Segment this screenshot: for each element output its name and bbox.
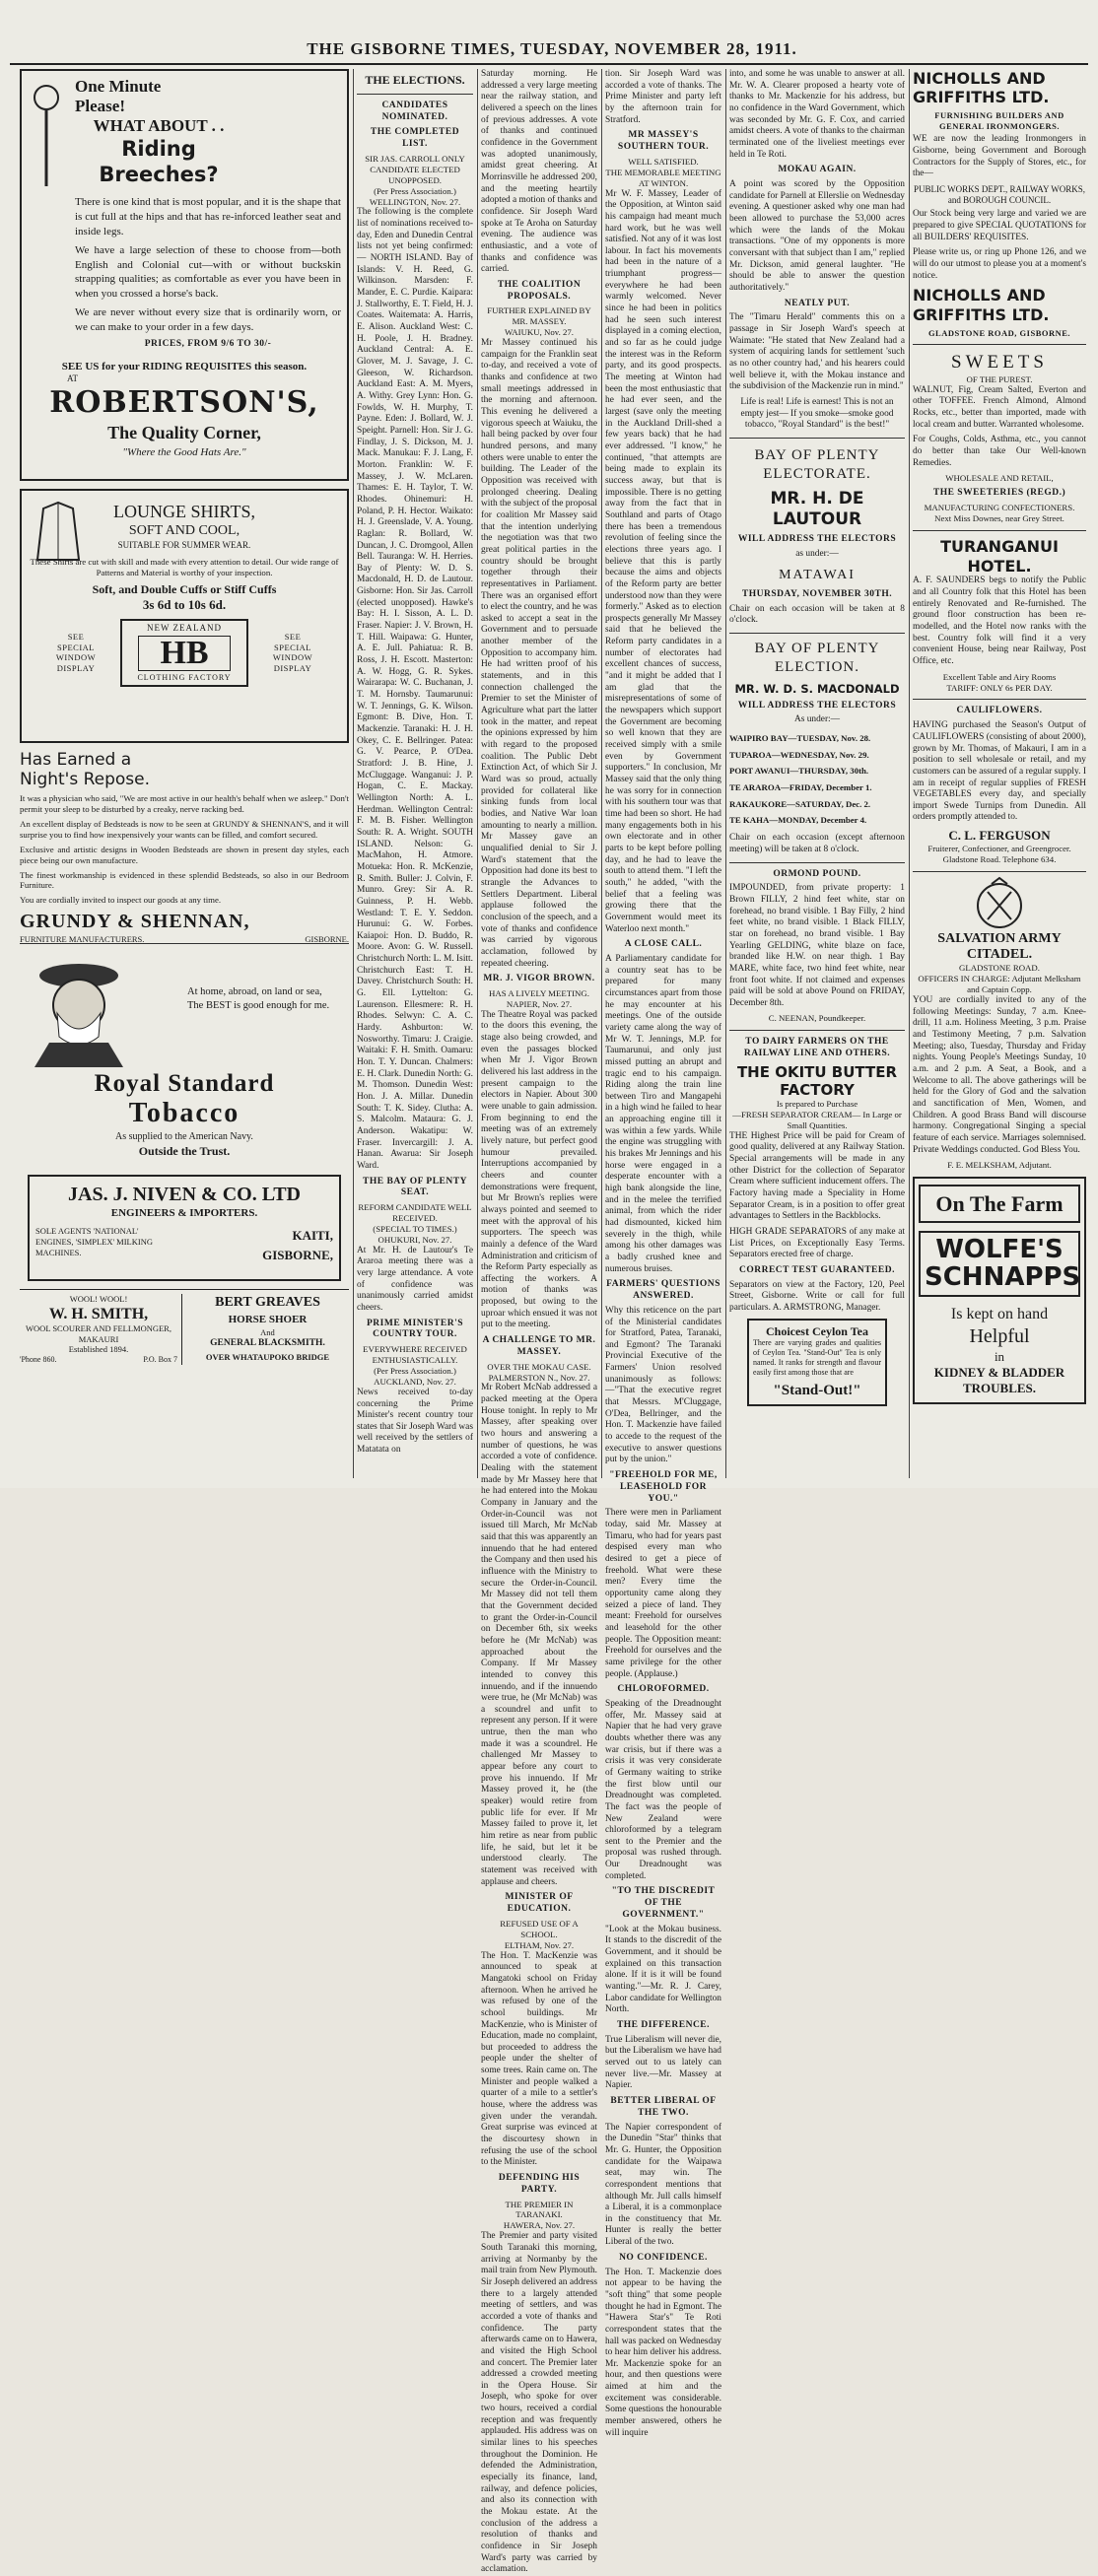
noconf-heading: NO CONFIDENCE. [619,2252,708,2263]
as-under-2: As under:— [793,714,841,725]
press-association: (Per Press Association.) [374,185,456,196]
neatly-heading: NEATLY PUT. [784,298,851,308]
col3-p3: The Theatre Royal was packed to the doors this evening, the stage also being crowded, and even the passages blocked when Mr J. Vigor Brown delivered his last address in the present campaign to the electors in Napier. About 300 were unable to gain admission. From beginning to end the meeting was of an extremely lively nature, but perfect good humour prevailed. Interruptions accompanied by cheers and counter demonstrations were frequent, but Mr Brown's replies were always pointed and seemed to meet with the approval of his supporters. The speech was mainly a defence of the Ward Administration and criticism of the Reform Party especially as affecting the workers. A motion of thanks was proposed, but owing to the uproar which ensued it was not put to the meeting. [481,1009,597,1330]
greaves-horse: HORSE SHOER [228,1314,308,1326]
niven-ad [28,1175,341,1281]
okitu-cream: —FRESH SEPARATOR CREAM— In Large or Small Quantities. [732,1109,902,1130]
next-to: Next Miss Downes, near Grey Street. [934,512,1064,523]
see-window-right: SEE SPECIAL WINDOW DISPLAY [272,632,313,673]
will-address-2: WILL ADDRESS THE ELECTORS [737,700,897,711]
manuf: MANUFACTURING CONFECTIONERS. [924,502,1075,512]
lounge-wear: SUITABLE FOR SUMMER WEAR. [117,539,251,550]
column-2 [357,69,473,1478]
smith-box: P.O. Box 7 [143,1354,177,1364]
ohukuri-dateline: OHUKURI, Nov. 27. [377,1234,452,1245]
col5-p1: into, and some he was unable to answer at all. Mr. W. A. Clearer proposed a hearty vote of thanks to Mr. Mackenzie for his address, but no confidence in the Ward Government, which was seconded by Mr. G. F. Cox, and carried amidst cheers. A vote of thanks to the chairman terminated one of the liveliest meetings ever held in Te Roti. [729,69,905,160]
lounge-title: LOUNGE SHIRTS, [113,502,255,521]
dairy-heading: TO DAIRY FARMERS ON THE RAILWAY LINE AND OTHERS. [743,1037,891,1059]
masthead: THE GISBORNE TIMES, TUESDAY, NOVEMBER 28, 1911. [307,39,797,58]
on-the-farm-ad [913,1177,1086,1404]
palmerston-dateline: PALMERSTON N., Nov. 27. [488,1372,590,1383]
bop-seat-text: At Mr. H. de Lautour's Te Araroa meeting there was a very large attendance. A vote of confidence was unanimously carried amidst cheers. [357,1245,473,1314]
col3-p5: The Hon. T. MacKenzie was announced to speak at Mangatoki school on Friday afternoon. When he arrived he was refused by one of the school buildings. Mr MacKenzie, who is Minister of Education, made no complaint, but proceeded to address the people under the shelter of some trees. Rain came on. The Minister and people walked a quarter of a mile to a settler's house, where the address was given under the verandah. Great surprise was evinced at the discourtesy shown in refusing the use of the school to the Minister. [481,1950,597,2168]
pm-tour-text: News received to-day concerning the Prime Minister's recent country tour states that Sir Joseph Ward was well received by the settlers of Matatata on [357,1387,473,1456]
schedule-item: RAKAUKORE—SATURDAY, Dec. 2. [729,798,871,809]
lounge-cuffs: Soft, and Double Cuffs or Stiff Cuffs [92,581,277,596]
matawai: MATAWAI [779,567,856,582]
col4-p7: "Look at the Mokau business. It stands to the discredit of the Government, and it should be explained on this transaction alone. If it is it will be found wanting."—Mr. R. J. Carey, Labor candidate for Wellington North. [605,1924,721,2015]
bop-election: BAY OF PLENTY ELECTION. [754,641,880,675]
sweets-heading: SWEETS [951,352,1048,373]
what-about-heading: WHAT ABOUT . . [93,116,225,136]
candidates-heading: CANDIDATES NOMINATED. [381,100,448,122]
turanganui-heading: TURANGANUI HOTEL. [940,536,1059,576]
grundy-furniture: FURNITURE MANUFACTURERS. [20,934,145,945]
grundy-p3: Exclusive and artistic designs in Wooden Bedsteads are shown in present day styles, each piece being our own manufacture. [20,844,349,865]
col4-p8: True Liberalism will never die, but the Liberalism we have had served out to us lately can never live.—Mr. Massey at Napier. [605,2034,721,2091]
at-label: AT [67,373,78,384]
smith-name: W. H. SMITH, [48,1305,149,1322]
salvation-crest-icon [913,878,1086,931]
col6-p8: YOU are cordially invited to any of the following Meetings: Sunday, 7 a.m. Knee-drill, 11 a.m. Holiness Meeting, 3 p.m. Praise and Testimony Meeting, 7 p.m. Salvation Meeting; also, Tuesday, Thursday and Friday nights. Young People's Meetings Sunday, 10 a.m. and 2 p.m. A Seat, a Book, and a Welcome to all. The above gatherings will be held for the Glory of God and the salvation and sanctification of Men, Women, and Children. A good Brass Band will discourse harmony. Congregational Singing a special feature of each service. Marriages solemnised. Private Weddings conducted. God Bless You. [913,994,1086,1155]
difference-heading: THE DIFFERENCE. [616,2020,711,2030]
col5-p6: Separators on view at the Factory, 120, Peel Street, Gisborne. Write or call for full particulars. A. ARMSTRONG, Manager. [729,1279,905,1313]
wholesale: WHOLESALE AND RETAIL, [945,473,1054,484]
col6-p5: For Coughs, Colds, Asthma, etc., you cannot do better than take Our Well-known Remedies. [913,435,1086,468]
schedule-item: TUPAROA—WEDNESDAY, Nov. 29. [729,749,869,760]
divider [913,344,1086,345]
col3-p2: Mr Massey continued his campaign for the Franklin seat to-day, and received a vote of thanks and confidence at two small meetings addressed in the morning and afternoon. This evening he delivered a vigorous speech at Waiuku, the hall being packed by over four hundred persons, and many others were unable to enter the building. The Leader of the Opposition was received with prolonged cheering. Dealing with the subject of the proposal for coalition Mr Massey said that the intention underlying the negotiation was that two great political parties in the country should be brought together through their representatives in Parliament. There was an organised effort to elect the country, and he was asked to accept a seat in the Government and to persuade another member of the Opposition to accompany him. He had written proof of his statements, and in this connection challenged the Premier to set the Minister of Agriculture what part the latter took in the matter, and repeat the opinions expressed by him with regard to the proposed coalition. The Public Debt Extinction Act, of which Sir J. Ward was so proud, actually provided for collateral like sinking funds from local bodies, and Native War loan amounting to nearly a million. Mr Massey gave an unqualified denial to Sir J. Ward's statement that the Opposition had done its best to strangle the Advances to Settlers Department. Liberal applause followed the conclusion of the speech, and a vote of thanks and confidence was carried by vigorous acclamation, followed by repeated cheering. [481,338,597,969]
lively-heading: HAS A LIVELY MEETING. [489,987,589,998]
divider [913,699,1086,700]
schedule-list [729,730,905,829]
col6-p4: WALNUT, Fig, Cream Salted, Everton and other TOFFEE. French Almond, Almond Rocks, etc., better than imported, made with local cream and butter. Warranted wholesome. [913,384,1086,430]
american-navy: As supplied to the American Navy. [115,1131,253,1143]
hb-mark: HB [138,636,231,671]
col4-p5: There were men in Parliament today, said Mr. Massey at Timaru, who had for years past despised every man who desired to get a piece of freehold. What were these men? Every time the opportunity came along they seized a piece of land. They meant: Freehold for ourselves and leasehold for the other people. The Opposition meant: Freehold for ourselves and the same privilege for the other people. (Applause.) [605,1508,721,1679]
col4-p9: The Napier correspondent of the Dunedin "Star" thinks that Mr. G. Hunter, the Opposition candidate for the Waipawa seat, may win. The correspondent mentions that although Mr. Jull calls himself a Liberal, it is a commonplace in the constituency that Mr. Hunter is really the better Liberal of the two. [605,2122,721,2248]
kept-on-hand: Is kept on hand [950,1305,1049,1322]
pw-list: PUBLIC WORKS DEPT., RAILWAY WORKS, and BOROUGH COUNCIL. [914,184,1085,206]
hb-factory: CLOTHING FACTORY [137,672,232,682]
divider [357,94,473,95]
chair-1: Chair on each occasion will be taken at 8 o'clock. [729,603,905,626]
greaves-and: And [260,1326,275,1337]
col4-p6: Speaking of the Dreadnought offer, Mr. Massey said at Napier that he had very grave doubts whether there was any war crisis, but if there was a crisis it was very considerate of Germany waiting to strike the first blow until our Dreadnought was completed. The fact was the people of New Zealand were chloroformed by a telegram sent to the Premier and the proposal was rushed through. Our Dreadnought was completed. [605,1698,721,1881]
eltham-dateline: ELTHAM, Nov. 27. [504,1939,575,1950]
niven-gisborne: GISBORNE, [262,1247,333,1262]
purest: OF THE PUREST. [966,373,1033,384]
everywhere-heading: EVERYWHERE RECEIVED ENTHUSIASTICALLY. [363,1344,467,1366]
special-to-times: (SPECIAL TO TIMES.) [373,1223,457,1234]
col3-p1: Saturday morning. He addressed a very large meeting near the railway station, and delivered a speech on the lines of previous addresses. A vote of thanks and continued confidence in the Government was adopted unanimously, amidst great cheering. At Morrinsville he addressed 200, and the meeting heartily adopted a motion of thanks and confidence. Sir Joseph Ward spoke at Te Aroha on Saturday evening. The audience was enthusiastic, and a vote of thanks and confidence was carried. [481,69,597,275]
okitu-prepared: Is prepared to Purchase [776,1098,858,1109]
chloroformed-heading: CHLOROFORMED. [617,1684,710,1695]
schedule-item: TE KAHA—MONDAY, December 4. [729,815,867,826]
in-word: in [994,1348,1005,1364]
col3-p6: The Premier and party visited South Taranaki this morning, arriving at Normanby by the mail train from New Plymouth. Sir Joseph delivered an address there to a largely attended meeting of settlers, and was accorded a vote of thanks and confidence. The party afterwards came on to Hawera, and visited the High School and concert. The Premier later addressed a crowded meeting in the Opera House. Sir Joseph, who spoke for over two hours, received a cordial reception and was frequently applauded. His address was on similar lines to his speeches throughout the Dominion. He defended the Administration, especially its finance, land, railway, and defence policies, and also its connection with the Mokau estate. At the conclusion of the address a resolution of thanks and confidence in Sir Joseph Ward's party was carried by acclamation. [481,2231,597,2575]
schedule-item: TE ARAROA—FRIDAY, December 1. [729,782,872,793]
grundy-p1: It was a physician who said, "We are most active in our health's behalf when we asleep." Don't permit your sleep to be disturbed by a creaky, nerve racking bed. [20,793,349,814]
salvation-officers: OFFICERS IN CHARGE: Adjutant Melksham and Captain Copp. [918,974,1081,995]
thursday-date: THURSDAY, NOVEMBER 30TH. [741,589,893,600]
schedule-item: PORT AWANUI—THURSDAY, 30th. [729,766,869,777]
helpful: Helpful [969,1324,1030,1347]
vigor-heading: MR. J. VIGOR BROWN. [483,974,595,984]
nominations-list: The following is the complete list of nominations received to-day, Eden and Dunedin Central lists not yet being confirmed:— NORTH ISLAND. Bay of Islands: V. H. Reed, G. Wilkinson. Marsden: F. Mander, E. C. Purdie. Kaipara: J. Stallworthy, E. T. Field, H. J. Coates. Waitemata: A. Harris, E. Alison. Auckland West: C. H. Poole, J. H. Bradney. Auckland Central: A. E. Glover, M. J. Savage, J. C. Gleeson, W. Richardson. Auckland East: A. M. Myers, A. Withy. Grey Lynn: Hon. G. Fowlds, W. H. Murphy, T. Payne. Eden: J. Bollard, W. J. Speight. Parnell: Hon. Sir J. G. Findlay, J. S. Dickson, M. J. Mack. Manukau: F. J. Lang, F. Morton. Franklin: W. F. Massey, J. W. McLaren. Thames: E. H. Taylor, T. W. Rhodes. Ohinemuri: H. Poland, P. H. Hector. Waikato: H. J. Greenslade, V. A. Young. Raglan: R. Bollard, W. Duncan, J. C. Dromgool, Allen Bell. Tauranga: W. H. Herries. Bay of Plenty: W. D. S. Macdonald, H. D. de Lautour. Gisborne: Hon. Sir Jas. Carroll (elected unopposed). Hawke's Bay: H. I. Sisson, A. L. D. Fraser. Napier: J. V. Brown, H. T. Hill. Waipawa: G. Hunter, A. E. Jull. Pahiatua: R. B. Ross, J. H. Escott. Masterton: A. W. Hogg, G. R. Sykes. Wairarapa: W. C. Buchanan, J. T. M. Hornsby. Taumarunui: W. T. Jennings, G. K. Wilson. Egmont: B. Dive, Hon. T. Mackenzie. Taranaki: H. J. H. Okey, C. E. Bellringer. Patea: G. V. Pearce, P. O'Dea. Stratford: J. B. Hine, J. McCluggage. Wanganui: J. P. Hogan, C. E. Mackay. Wellington North: A. L. Herdman. Wellington Central: F. M. B. Fisher. Wellington South: R. A. Wright. SOUTH ISLAND. Nelson: G. MacMahon, H. Atmore. Motueka: Hon. R. McKenzie, R. Smith. Buller: J. Colvin, F. Munro. Grey: Sir A. R. Guinness, P. H. Webb. Westland: T. E. Y. Seddon. Hurunui: G. W. Forbes. Kaiapoi: Hon. D. Buddo, R. Moore. Avon: G. W. Russell. Christchurch North: L. M. Isitt. Christchurch East: T. H. Davey. Christchurch South: H. G. Ell. Lyttelton: G. Laurenson. Ellesmere: R. H. Rhodes. Selwyn: C. A. C. Hardy. Ashburton: W. Nosworthy. Timaru: J. Craigie. Waitaki: F. H. Smith. Oamaru: Hon. T. Y. Duncan. Chalmers: E. H. Clark. Dunedin North: G. M. Thomson. Dunedin West: Hon. J. A. Millar. Dunedin South: T. K. Sidey. Clutha: A. S. Malcolm. Mataura: G. J. Anderson. Wakatipu: W. Fraser. Invercargill: J. A. Hanan. Awarua: Sir Joseph Ward. [357,207,473,1171]
column-rule [909,69,910,1478]
excellent-table: Excellent Table and Airy Rooms [942,671,1057,682]
lounge-price: 3s 6d to 10s 6d. [142,596,227,612]
pm-press: (Per Press Association.) [374,1366,456,1377]
divider [729,633,905,634]
col5-p2: A point was scored by the Opposition candidate for Parnell at Ellerslie on Wednesday evening. A questioner asked why one man had been allowed to purchase the 53,000 acres which were the lands of the Mokau transactions. "One of my opponents is more conversant with that subject than I am," replied Mr. Dickson, amid general laughter. "He should be able to answer the question authoritatively." [729,179,905,293]
neenan: C. NEENAN, Poundkeeper. [768,1013,866,1024]
see-window-left: SEE SPECIAL WINDOW DISPLAY [55,632,97,673]
furnish-heading: FURNISHING BUILDERS AND GENERAL IRONMONGERS. [934,110,1064,131]
freehold-heading: "FREEHOLD FOR ME, LEASEHOLD FOR YOU." [609,1470,718,1504]
elections-heading: THE ELECTIONS. [365,73,465,87]
winton-heading: THE MEMORABLE MEETING AT WINTON. [605,167,721,188]
outside-trust: Outside the Trust. [138,1143,231,1158]
wellington-dateline: WELLINGTON, Nov. 27. [369,196,461,207]
melksham: F. E. MELKSHAM, Adjutant. [947,1160,1052,1171]
col6-p6: A. F. SAUNDERS begs to notify the Public and all Country folk that this Hotel has been entirely Renovated and Re-furnished. The ground floor construction has been re-modelled, and the Hotel now ranks with the best. Country folk will find it a very convenient House, being near Railway, Post Office, etc. [913,576,1086,666]
niven-engineers: ENGINEERS & IMPORTERS. [110,1206,258,1219]
tobacco-ad [20,950,349,1165]
tariff: TARIFF: ONLY 6s PER DAY. [946,682,1053,693]
ormond-heading: ORMOND POUND. [773,868,861,879]
smith-phone: 'Phone 860. [20,1354,57,1364]
completed-heading: THE COMPLETED LIST. [370,127,460,150]
col6-p3: Please write us, or ring up Phone 126, and we will do our utmost to please you at a moment's notice. [913,247,1086,281]
bop-seat-heading: THE BAY OF PLENTY SEAT. [363,1176,467,1198]
nicholls-name-2: NICHOLLS AND GRIFFITHS LTD. [913,286,1050,324]
salvation-heading: SALVATION ARMY CITADEL. [937,931,1062,963]
mokau-heading: OVER THE MOKAU CASE. [487,1361,591,1372]
selection-text: We have a large selection of these to choose from—both English and Colonial cut—with or without buckskin strapping qualities; as comfortable as ever you have been in when you crossed a horse's back. [75,243,341,301]
better-heading: BETTER LIBERAL OF THE TWO. [610,2096,717,2118]
col5-hg: HIGH GRADE SEPARATORS of any make at List Prices, on Exceptionally Easy Terms. Separators erected free of charge. [729,1226,905,1260]
robertson-ad [20,69,349,481]
niven-kaiti: KAITI, [292,1228,333,1244]
ferguson-fruit: Fruiterer, Confectioner, and Greengrocer. Gladstone Road. Telephone 634. [927,844,1071,865]
column-rule [601,69,602,1478]
column-6 [913,69,1086,1478]
col4-p1: tion. Sir Joseph Ward was accorded a vote of thanks. The Prime Minister and party left by the afternoon train for Stratford. [605,69,721,125]
column-rule [353,69,354,1478]
grundy-ad [20,750,349,945]
column-5 [729,69,905,1478]
col5-p3: The "Timaru Herald" comments this on a passage in Sir Joseph Ward's speech at Waimate: "He stated that New Zealand had a system of acquiring lands for settlement 'such as no other country had,' and his hearers could well believe it, with the Mokau instance and the subdivision of the Mackenzie run in mind." [729,312,905,392]
divider [913,530,1086,531]
grundy-town: GISBORNE. [305,934,349,945]
column-3 [481,69,597,2575]
smith-place: MAKAURI [78,1333,119,1344]
bop-electorate: BAY OF PLENTY ELECTORATE. [754,446,880,482]
nicholls-address: GLADSTONE ROAD, GISBORNE. [927,327,1071,338]
smith-ad [20,1294,182,1365]
column-rule [477,69,478,1478]
grundy-p5: You are cordially invited to inspect our goods at any time. [20,895,222,906]
nicholls-name: NICHOLLS AND GRIFFITHS LTD. [913,69,1050,107]
mokau-again-heading: MOKAU AGAIN. [778,165,857,175]
as-under-1: as under:— [795,549,839,560]
col4-p4: Why this reticence on the part of the Ministerial candidates for Stratford, Patea, Taranaki, and Egmont? The Taranaki Provincial Executive of the Farmers' Union resolved unanimously as follows:—"That the executive regret that Messrs. M'Cluggage, O'Dea, Bellringer, and the Hon. T. Mackenzie have failed to accede to the request of the executive to answer questions put by the union." [605,1305,721,1465]
guarantee-heading: CORRECT TEST GUARANTEED. [739,1264,895,1275]
see-us-line: SEE US for your RIDING REQUISITES this season. [61,360,308,373]
hb-nz: NEW ZEALAND [146,622,223,633]
robertsons-name: ROBERTSON'S, [49,385,319,421]
divider [729,862,905,863]
grundy-p4: The finest workmanship is evidenced in these splendid Bedsteads, so also in our Bedroom Furniture. [20,869,349,891]
one-minute-heading: One Minute Please! [75,77,162,115]
good-hats-slogan: "Where the Good Hats Are." [122,445,246,458]
quality-corner: The Quality Corner, [107,422,261,442]
column-4 [605,69,721,2438]
smith-trade: WOOL SCOURER AND FELLMONGER, [26,1323,172,1334]
on-the-farm: On The Farm [919,1185,1080,1223]
divider [729,1030,905,1031]
lounge-shirts-ad [20,489,349,743]
will-address-1: WILL ADDRESS THE ELECTORS [737,534,897,545]
kidney-bladder: KIDNEY & BLADDER TROUBLES. [933,1364,1065,1395]
col4-p10: The Hon. T. Mackenzie does not appear to be having the "soft thing" that some people thought he had in Egmont. The "Hawera Star's" Te Roti correspondent states that the hall was packed on Wednesday to hear him deliver his address. Mr. Mackenzie spoke for an hour, and then questions were aimed at him and the excitement was considerable. Some questions the honourable member answered, others he will inquire [605,2267,721,2438]
reform-candidate: REFORM CANDIDATE WELL RECEIVED. [358,1202,472,1224]
discredit-heading: "TO THE DISCREDIT OF THE GOVERNMENT." [611,1886,716,1920]
grundy-name: GRUNDY & SHENNAN, [20,911,250,933]
repose-heading: Has Earned a Night's Repose. [20,750,151,789]
chair-2: Chair on each occasion (except afternoon meeting) will be taken at 8 o'clock. [729,833,905,854]
tour-heading: MR MASSEY'S SOUTHERN TOUR. [617,130,710,153]
education-heading: MINISTER OF EDUCATION. [505,1892,574,1915]
niven-sole-agents: SOLE AGENTS 'NATIONAL' ENGINES, 'SIMPLEX' MILKING MACHINES. [35,1226,153,1257]
pm-tour-heading: PRIME MINISTER'S COUNTRY TOUR. [367,1318,463,1340]
salvation-glad: GLADSTONE ROAD. [959,963,1040,974]
sweeteries: THE SWEETERIES (REGD.) [932,488,1066,499]
ceylon-tea-ad [747,1319,887,1406]
breeches-text: There is one kind that is most popular, and it is the shape that is cut full at the hips and that has re-inforced leather seat and inside legs. [75,196,341,237]
column-1 [20,69,349,1478]
hawera-dateline: HAWERA, Nov. 27. [503,2220,576,2231]
ceylon-body: There are varying grades and qualities of Ceylon Tea. "Stand-Out" Tea is only named. It ranks for strength and flavour easily first among those that are [753,1338,881,1378]
close-heading: A CLOSE CALL. [624,939,703,950]
lounge-sub: SOFT AND COOL, [128,523,240,539]
grundy-p2: An excellent display of Bedsteads is now to be seen at GRUNDY & SHENNAN'S, and it will surprise you to find how inexpensively your wants can be filled, and comfort secured. [20,818,349,840]
carroll-heading: SIR JAS. CARROLL ONLY CANDIDATE ELECTED UNOPPOSED. [365,153,465,185]
stand-out: "Stand-Out!" [773,1383,861,1399]
refused-heading: REFUSED USE OF A SCHOOL. [500,1918,579,1939]
premier-heading: THE PREMIER IN TARANAKI. [505,2199,574,2220]
tobacco-word: Tobacco [128,1098,240,1128]
farmers-heading: FARMERS' QUESTIONS ANSWERED. [606,1279,721,1302]
delautour-name: MR. H. DE LAUTOUR [770,489,864,530]
col3-p4: Mr Robert McNab addressed a packed meeting at the Opera House tonight. In reply to Mr Massey, after speaking over two hours and answering a number of questions, he was accorded a vote of confidence. Dealing with the statement made by Mr Massey here that he had entered into the Mokau Company in January and the Order-in-Council was not issued till March, Mr McNab said that this was apparently an innuendo that he had entered the Company and then used his influence with the Ministry to secure the Order-in-Council. Mr Massey did not tell them that the Government decided to grant the Order-in-Council on December 6th, six weeks before he (Mr McNab) was approached about the Company. If Mr Massey intended to convey this innuendo, and if the innuendo were true, he (Mr McNab) was a scoundrel and unfit to represent any person. If it were untrue, then the man who made it was a scoundrel. He challenged Mr Massey to appear before any court to prove his innuendo. If Mr Massey proved it, he (the speaker) would retire from public life for ever. If Mr Massey failed to prove it, let him retire as near from public life, he said, but let it be understood clearly. The statement was received with applause and cheers. [481,1383,597,1887]
waiuku-dateline: WAIUKU, Nov. 27. [504,327,575,338]
greaves-name: BERT GREAVES [215,1295,320,1310]
spur-icon [32,83,61,191]
col4-p3: A Parliamentary candidate for a country seat has to be prepared for many circumstances apart from those he may encounter at his meetings. One of the outside variety came along the way of Mr W. T. Jennings, M.P. for Taumarunui, and only just missed putting an abrupt and tragic end to his campaign. Riding along the train line between Tiro and Mangapehi in a high wind he failed to hear an approaching engine till it was within a few yards. While the engine was struggling with his brakes Mr Jennings and his horse were engaged in a desperate encounter with a high bank alongside the line, and in the melee the terrified animal, from which the rider had dismounted, kicked him severely in the thigh, while among his other damages was a badly crushed knee and numerous bruises. [605,953,721,1274]
wolfes-schnapps: WOLFE'S SCHNAPPS [919,1231,1080,1297]
coalition-heading: THE COALITION PROPOSALS. [497,279,582,302]
hb-logo [120,619,248,687]
shirt-icon [34,501,83,570]
sailor-portrait-icon [30,954,128,1067]
smith-wool: WOOL! WOOL! [69,1294,128,1304]
challenge-heading: A CHALLENGE TO MR. MASSEY. [482,1335,596,1357]
greaves-over: OVER WHATAUPOKO BRIDGE [205,1352,330,1363]
column-rule [725,69,726,1478]
okitu-name: THE OKITU BUTTER FACTORY [736,1062,898,1099]
royal-standard: Royal Standard [94,1070,275,1097]
auckland-dateline: AUCKLAND, Nov. 27. [374,1376,456,1387]
napier-dateline: NAPIER, Nov. 27. [506,998,573,1009]
riding-breeches-heading: Riding Breeches? [99,137,219,187]
col5-p4: IMPOUNDED, from private property: 1 Brown FILLY, 2 hind feet white, star on forehead, no brand visible. 1 Bay Filly, 2 hind feet white, no brand visible. 1 Black FILLY, star on forehead, no brand visible. 1 Bay Yearling GELDING, white blaze on face, branded like H.W. on near thigh. 1 Bay MARE, white face, two hind feet white, near front foot white. If not claimed and expenses paid will be sold at above Pound on FRIDAY, December 8th. [729,883,905,1008]
prices-line: PRICES, FROM 9/6 TO 30/- [144,338,272,349]
greaves-ad [182,1294,349,1365]
defending-heading: DEFENDING HIS PARTY. [498,2173,581,2195]
lounge-body: These Shirts are cut with skill and made with every attention to detail. Our wide range of Patterns and Material is worthy of your inspection. [30,556,339,577]
col6-p2: Our Stock being very large and varied we are prepared to give SPECIAL QUOTATIONS for all BUILDERS' REQUISITES. [913,209,1086,242]
col4-p2: Mr W. F. Massey, Leader of the Opposition, at Winton said his campaign had meant much hard work, but he was well satisfied. Not any of it was lost labour. In fact his movements had been in the nature of a triumphant progress—everywhere he had been warmly welcomed. Never since he had been in politics had he seen such interest displayed in a coming election, and so far as he could judge the interest was in the Reform party, and its good prospects. The meeting at Winton had been the most enthusiastic that he had ever seen, and the largest (save only the meeting in the Auckland Drill-shed a few years back) that he had ever addressed. "I know," he continued, "that attempts are being made to explain its success away, but that is impossible. There is no getting away from the fact that in Southland and parts of Otago there has been a tremendous revolution of feeling since the elections three years ago. I believe that this is partly because the aims and objects of the Reform party are better understood now than they were formerly." Asked as to election prospects generally Mr Massey said that he believed the Reform party candidates in a number of electorates had excellent chances of success, "and it might be added that I am glad that the misrepresentations of some of the newspapers which support the Government are becoming so well known that they are received simply with a smile even by Government supporters." In conclusion, Mr Massey said that the only thing he was sorry for in connection with his southern tour was that time had been so short. He had many engagements both in his own electorate and in other parts to be kept before polling day, and he had to leave the south to attend them. "I left the south," he added, "with the belief that a feeling was growing there that the Government would meet its Waterloo next month." [605,188,721,934]
ferguson-name: C. L. FERGUSON [948,828,1051,844]
sizes-text: We are never without every size that is ordinarily worn, or we can make to your order in a few days. [75,306,341,333]
life-verse: Life is real! Life is earnest! This is not an empty jest— If you smoke—smoke good tobacco, "Royal Standard" is the best!" [740,396,894,431]
col6-p1: WE are now the leading Ironmongers in Gisborne, being Government and Borough Contractors for the Supply of Stores, etc., for the— [913,134,1086,179]
ceylon-title: Choicest Ceylon Tea [765,1323,868,1338]
cauli-heading: CAULIFLOWERS. [956,706,1043,716]
smith-est: Established 1894. [68,1344,129,1355]
schedule-item: WAIPIRO BAY—TUESDAY, Nov. 28. [729,732,871,743]
well-heading: WELL SATISFIED. [628,156,699,167]
divider [913,871,1086,872]
col6-p7: HAVING purchased the Season's Output of CAULIFLOWERS (consisting of about 2000), grown by Mr. Thomas, of Makauri, I am in a position to sell wholesale or retail, and my customers can be assured of a regular supply. I am in receipt of regular supplies of FRESH VEGETABLES every day, and specially import Swede Turnips from Dunedin. All orders promptly attended to. [913,720,1086,823]
further-heading: FURTHER EXPLAINED BY MR. MASSEY. [487,305,591,327]
divider [729,438,905,439]
tobacco-verse: At home, abroad, on land or sea, The BEST is good enough for me. [187,986,330,1011]
masthead-rule [10,63,1088,65]
macdonald-name: MR. W. D. S. MACDONALD [734,682,900,697]
greaves-gen: GENERAL BLACKSMITH. [210,1337,325,1348]
niven-name: JAS. J. NIVEN & CO. LTD [68,1184,301,1205]
col5-p5: THE Highest Price will be paid for Cream of good quality, delivered at any Railway Station. Special arrangements will be made in any other District for the collection of Separator Cream where sufficient inducement offers. The Factory having made a Speciality in Home Separator Cream, is in a position to offer great advantages to Settlers in the Backblocks. [729,1130,905,1222]
